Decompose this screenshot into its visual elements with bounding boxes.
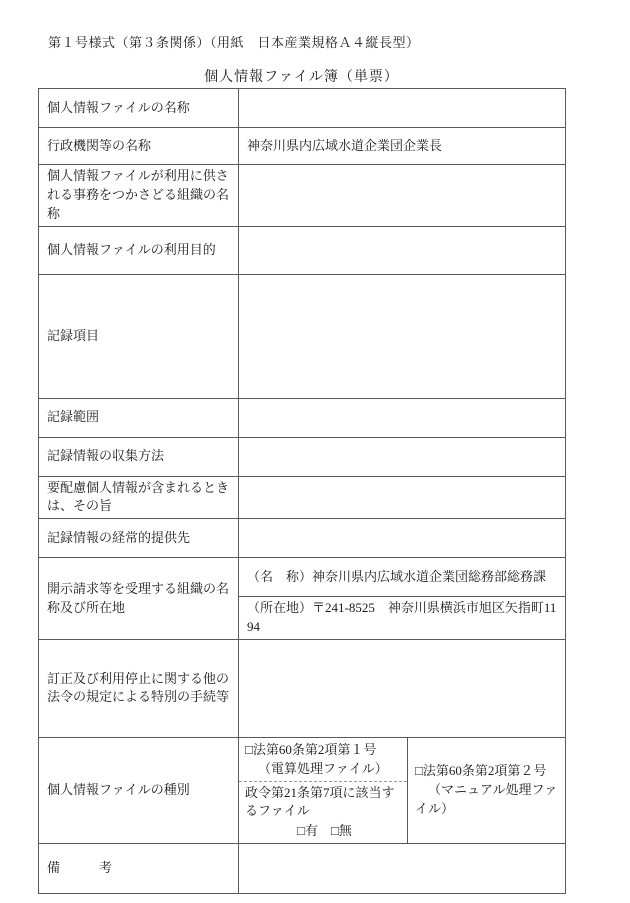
table-row-file-type — [39, 737, 566, 843]
file-name-value — [239, 89, 566, 128]
file-name-label: 個人情報ファイルの名称 — [39, 89, 239, 128]
agency-name-label: 行政機関等の名称 — [39, 128, 239, 165]
table-row-collection-method — [39, 437, 566, 476]
file-type-options — [239, 738, 565, 843]
org-name-value — [239, 165, 566, 227]
cabinet-order-yes-no-checkboxes: □有 □無 — [297, 823, 352, 839]
table-row-file-name — [39, 89, 566, 128]
correction-procedures-value — [239, 639, 566, 737]
sensitive-info-value — [239, 476, 566, 519]
collection-method-value — [239, 437, 566, 476]
file-type-electronic-top — [239, 738, 407, 782]
table-row-disclosure-org — [39, 558, 566, 597]
remarks-value — [239, 844, 566, 894]
cabinet-order-line: 政令第21条第7項に該当するファイル — [245, 784, 395, 819]
disclosure-org-label: 開示請求等を受理する組織の名称及び所在地 — [39, 558, 239, 640]
file-type-label: 個人情報ファイルの種別 — [39, 737, 239, 843]
correction-procedures-label: 訂正及び利用停止に関する他の法令の規定による特別の手続等 — [39, 639, 239, 737]
table-row-agency-name — [39, 128, 566, 165]
electronic-sub-line: （電算処理ファイル） — [258, 760, 388, 776]
table-row-record-scope — [39, 398, 566, 437]
remarks-label: 備 考 — [39, 844, 239, 894]
table-row-org-name — [39, 165, 566, 227]
agency-name-value: 神奈川県内広域水道企業団企業長 — [239, 128, 566, 165]
file-type-cabinet-order-section — [239, 782, 407, 844]
record-items-label: 記録項目 — [39, 274, 239, 398]
purpose-value — [239, 226, 566, 274]
file-type-value-cell — [239, 737, 566, 843]
table-row-correction-procedures — [39, 639, 566, 737]
sensitive-info-label: 要配慮個人情報が含まれるときは、その旨 — [39, 476, 239, 519]
file-type-electronic-section — [239, 738, 408, 843]
table-row-purpose — [39, 226, 566, 274]
electronic-checkbox-line: □法第60条第2項第１号 — [245, 741, 377, 757]
org-name-label: 個人情報ファイルが利用に供される事務をつかさどる組織の名称 — [39, 165, 239, 227]
record-scope-value — [239, 398, 566, 437]
page-title: 個人情報ファイル簿（単票） — [204, 70, 399, 85]
personal-info-file-table — [38, 88, 566, 894]
table-row-regular-recipients — [39, 519, 566, 558]
manual-sub-line: （マニュアル処理ファイル） — [415, 782, 558, 816]
collection-method-label: 記録情報の収集方法 — [39, 437, 239, 476]
manual-checkbox-line: □法第60条第2項第２号 — [415, 763, 547, 779]
regular-recipients-value — [239, 519, 566, 558]
disclosure-org-address-value: （所在地）〒241-8525 神奈川県横浜市旭区矢指町1194 — [239, 597, 566, 640]
form-number-line: 第１号様式（第３条関係）（用紙 日本産業規格Ａ４縦長型） — [48, 35, 420, 50]
file-type-manual-section — [408, 738, 565, 843]
purpose-label: 個人情報ファイルの利用目的 — [39, 226, 239, 274]
table-row-sensitive-info — [39, 476, 566, 519]
regular-recipients-label: 記録情報の経常的提供先 — [39, 519, 239, 558]
record-scope-label: 記録範囲 — [39, 398, 239, 437]
table-row-record-items — [39, 274, 566, 398]
table-row-remarks — [39, 844, 566, 894]
record-items-value — [239, 274, 566, 398]
disclosure-org-name-value: （名 称）神奈川県内広域水道企業団総務部総務課 — [239, 558, 566, 597]
